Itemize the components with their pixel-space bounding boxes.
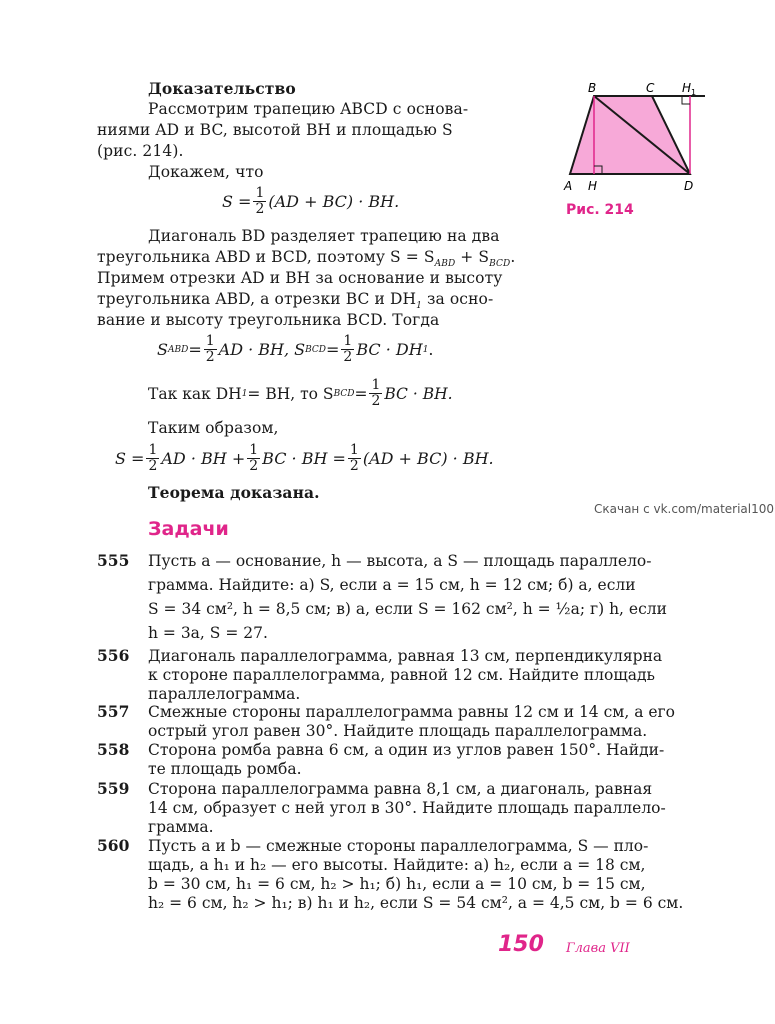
- label-b: B: [588, 81, 597, 95]
- trapezoid-figure: [560, 78, 715, 198]
- task-number: 558: [97, 740, 130, 759]
- formula-final: S = $\frac{1}{2}$ AD · BH + $\frac{1}{2}$ BC · BH = $\frac{1}{2}$ (AD + BC) · BH.: [115, 442, 494, 474]
- chapter-label: Глава VII: [566, 941, 630, 956]
- label-d: D: [684, 179, 694, 193]
- formula-areas: S ABD = $\frac{1}{2}$ AD · BH, S BCD = $\frac{1}{2}$ BC · DH 1 .: [157, 333, 434, 365]
- task-line: к стороне параллелограмма, равной 12 см. Найдите площадь: [148, 666, 655, 684]
- label-h1-sub: 1: [691, 88, 697, 97]
- formula-area: S = $\frac{1}{2}$ (AD + BC) · BH.: [222, 185, 400, 217]
- label-h: H: [588, 179, 598, 193]
- right-angle-mark: [682, 96, 690, 104]
- task-line: b = 30 см, h₁ = 6 см, h₂ > h₁; б) h₁, если a = 10 см, b = 15 см,: [148, 875, 646, 893]
- task-line: острый угол равен 30°. Найдите площадь параллелограмма.: [148, 722, 648, 740]
- proof-line: треугольника ABD и BCD, поэтому $S = S_{ABD} + S_{BCD}$.: [97, 248, 516, 270]
- task-line: Сторона параллелограмма равна 8,1 см, а диагональ, равная: [148, 780, 653, 798]
- label-c: C: [646, 81, 655, 95]
- task-line: Пусть a — основание, h — высота, а S — площадь параллело-: [148, 552, 652, 570]
- task-line: те площадь ромба.: [148, 760, 302, 778]
- proof-line: треугольника ABD, а отрезки BC и $DH_1$ за осно-: [97, 290, 494, 312]
- page-number: 150: [498, 932, 544, 957]
- proof-heading: Доказательство: [148, 79, 296, 98]
- task-number: 559: [97, 779, 130, 798]
- task-line: грамма.: [148, 818, 214, 836]
- proof-line: Таким образом,: [148, 419, 279, 437]
- task-line: h₂ = 6 см, h₂ > h₁; в) h₁ и h₂, если S = 54 см², a = 4,5 см, b = 6 см.: [148, 894, 684, 912]
- trapezoid-fill: [570, 96, 690, 174]
- label-h1: H: [682, 81, 692, 95]
- task-line: Диагональ параллелограмма, равная 13 см, перпендикулярна: [148, 647, 663, 665]
- task-line: S = 34 см², h = 8,5 см; в) a, если S = 162 см², h = ½a; г) h, если: [148, 600, 667, 618]
- theorem-proven: Теорема доказана.: [148, 483, 320, 502]
- watermark: Скачан с vk.com/material100: [594, 502, 775, 516]
- task-line: h = 3a, S = 27.: [148, 624, 268, 642]
- task-line: 14 см, образует с ней угол в 30°. Найдите площадь параллело-: [148, 799, 666, 817]
- task-line: Смежные стороны параллелограмма равны 12 см и 14 см, а его: [148, 703, 675, 721]
- task-line: грамма. Найдите: а) S, если a = 15 см, h = 12 см; б) a, если: [148, 576, 636, 594]
- proof-line: ниями AD и BC, высотой BH и площадью S: [97, 121, 453, 139]
- task-number: 555: [97, 551, 130, 570]
- proof-line: Рассмотрим трапецию ABCD с основа-: [148, 100, 469, 118]
- proof-line: Докажем, что: [148, 163, 264, 181]
- proof-line: Так как DH 1 = BH, то S BCD = $\frac{1}{2}$ BC · BH.: [148, 377, 453, 409]
- task-number: 560: [97, 836, 130, 855]
- task-line: Пусть a и b — смежные стороны параллелограмма, S — пло-: [148, 837, 649, 855]
- figure-caption: Рис. 214: [566, 202, 634, 218]
- proof-line: (рис. 214).: [97, 142, 184, 160]
- task-line: Сторона ромба равна 6 см, а один из углов равен 150°. Найди-: [148, 741, 665, 759]
- task-line: параллелограмма.: [148, 685, 301, 703]
- proof-line: вание и высоту треугольника BCD. Тогда: [97, 311, 440, 329]
- label-a: A: [564, 179, 573, 193]
- proof-line: Диагональ BD разделяет трапецию на два: [148, 227, 500, 245]
- fraction-half: $\frac{1}{2}$: [255, 185, 265, 217]
- task-number: 556: [97, 646, 130, 665]
- task-line: щадь, а h₁ и h₂ — его высоты. Найдите: а) h₂, если a = 18 см,: [148, 856, 646, 874]
- task-number: 557: [97, 702, 130, 721]
- tasks-heading: Задачи: [148, 518, 229, 540]
- proof-line: Примем отрезки AD и BH за основание и высоту: [97, 269, 503, 287]
